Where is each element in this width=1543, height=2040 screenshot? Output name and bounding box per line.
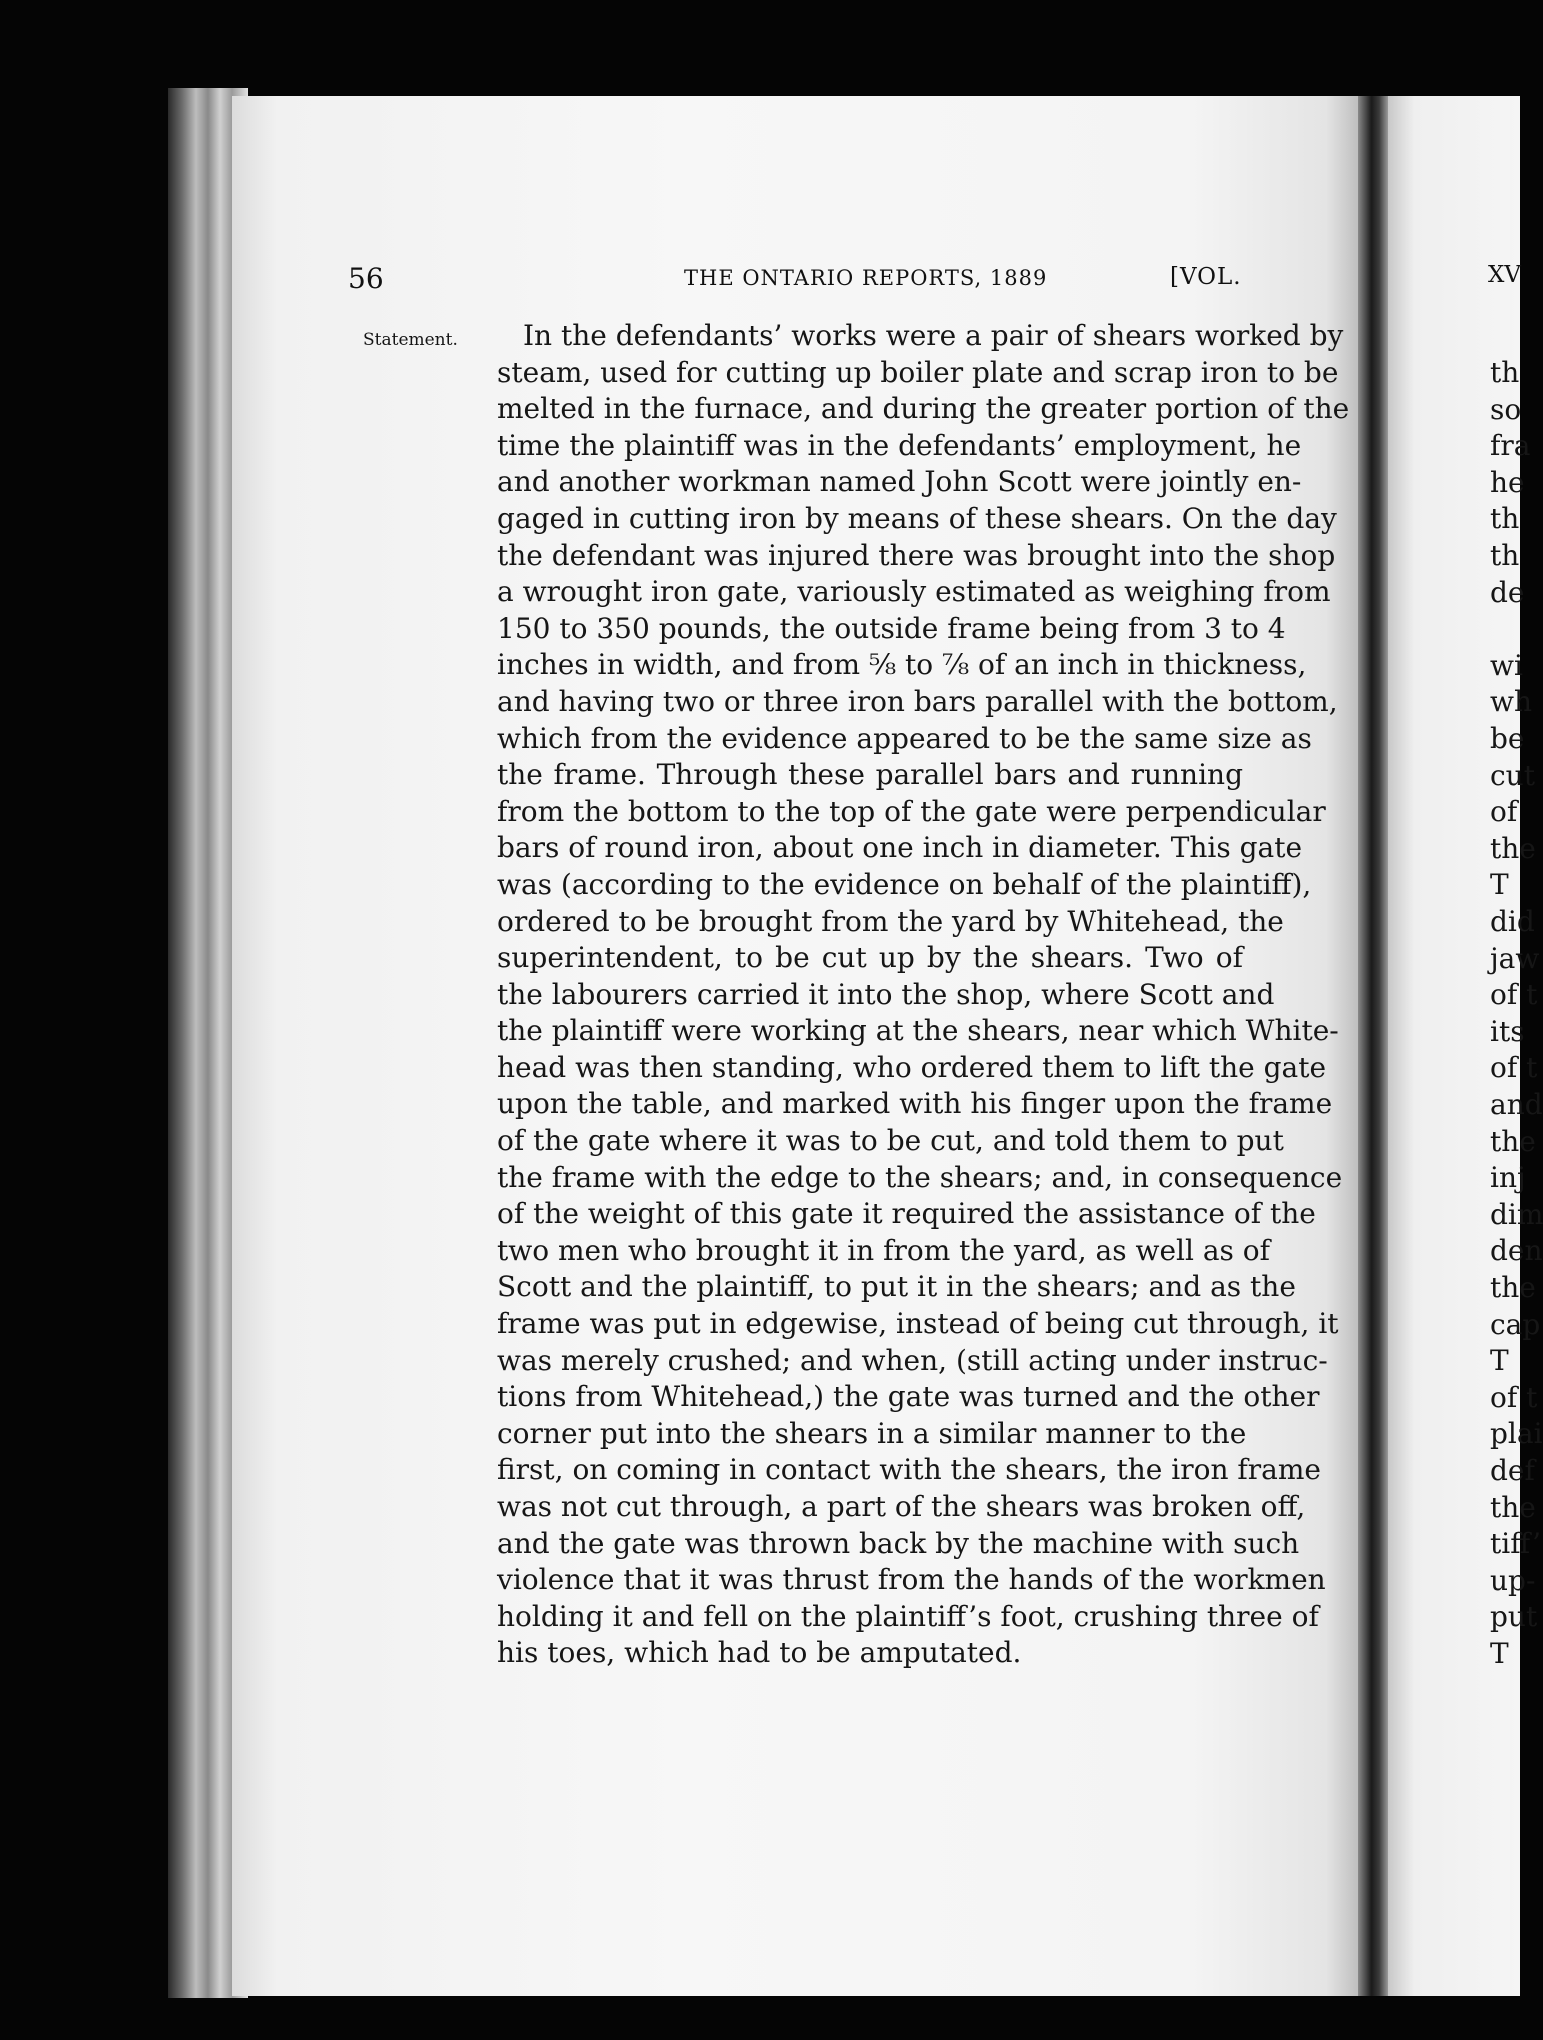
next-page-line-fragment: T	[1490, 868, 1509, 902]
text-line: from the bottom to the top of the gate were perpendicular	[497, 794, 1326, 828]
text-line: was not cut through, a part of the shears was broken off,	[497, 1490, 1306, 1523]
next-page-line-fragment: inj	[1490, 1161, 1526, 1195]
text-line: head was then standing, who ordered them to lift the gate	[497, 1050, 1327, 1084]
next-page-line-fragment: did	[1490, 905, 1535, 938]
next-page-line-fragment: up-	[1490, 1563, 1536, 1597]
next-page-line-fragment: cut	[1490, 758, 1535, 792]
text-line: time the plaintiff was in the defendants’ employment, he	[497, 428, 1302, 462]
text-line: his toes, which had to be amputated.	[497, 1636, 1022, 1670]
next-page-line-fragment: the	[1490, 831, 1536, 865]
next-page-line-fragment: the	[1490, 1490, 1536, 1524]
text-line: 150 to 350 pounds, the outside frame being from 3 to 4	[497, 611, 1286, 645]
next-page-line-fragment: wi	[1490, 648, 1523, 682]
next-page-line-fragment: and	[1490, 1088, 1543, 1121]
next-page-line-fragment: den	[1490, 1234, 1543, 1268]
next-page-line-fragment: wh	[1490, 685, 1532, 719]
text-line: the frame. Through these parallel bars and running	[497, 758, 1243, 792]
next-page-line-fragment: put	[1490, 1600, 1538, 1634]
text-line: was (according to the evidence on behalf of the plaintiff),	[497, 867, 1312, 901]
next-page-line-fragment: so	[1490, 392, 1522, 426]
next-page-line-fragment: cap	[1490, 1307, 1541, 1341]
text-line: which from the evidence appeared to be the same size as	[497, 721, 1312, 755]
text-line: and the gate was thrown back by the machine with such	[497, 1526, 1300, 1560]
text-line: a wrought iron gate, variously estimated as weighing from	[497, 575, 1331, 609]
next-page-line-fragment: def	[1490, 1454, 1535, 1487]
page-gutter	[1358, 96, 1388, 1996]
next-page-line-fragment: of t	[1490, 1051, 1538, 1085]
text-line: holding it and fell on the plaintiff’s foot, crushing three of	[497, 1599, 1319, 1633]
text-line: bars of round iron, about one inch in diameter. This gate	[497, 831, 1303, 865]
text-line: superintendent, to be cut up by the shears. Two of	[497, 941, 1243, 975]
text-line: upon the table, and marked with his finger upon the frame	[497, 1087, 1333, 1121]
text-line: first, on coming in contact with the shears, the iron frame	[497, 1453, 1321, 1487]
volume-label: [VOL.	[1170, 264, 1242, 290]
text-line: the frame with the edge to the shears; and, in consequence	[497, 1160, 1343, 1194]
next-page-line-fragment: T	[1490, 1637, 1509, 1670]
text-line: Scott and the plaintiff, to put it in the shears; and as the	[497, 1270, 1296, 1304]
next-page-edge	[1388, 96, 1543, 1996]
margin-note: Statement.	[363, 330, 458, 350]
text-line: ordered to be brought from the yard by Whitehead, the	[497, 904, 1284, 938]
next-page-line-fragment: of t	[1490, 978, 1538, 1012]
text-line: and having two or three iron bars parallel with the bottom,	[497, 684, 1338, 718]
next-page-line-fragment: de	[1490, 575, 1525, 609]
text-line: the defendant was injured there was brought into the shop	[497, 538, 1336, 572]
text-line: In the defendants’ works were a pair of shears worked by	[523, 319, 1344, 352]
text-line: two men who brought it in from the yard, as well as of	[497, 1233, 1271, 1267]
next-page-line-fragment: he	[1490, 465, 1525, 499]
next-page-line-fragment: th	[1490, 502, 1520, 536]
text-line: corner put into the shears in a similar manner to the	[497, 1416, 1247, 1450]
text-line: steam, used for cutting up boiler plate and scrap iron to be	[497, 355, 1339, 389]
next-page-line-fragment: tiff’	[1490, 1527, 1542, 1561]
page-number: 56	[348, 262, 384, 295]
text-line: of the weight of this gate it required the assistance of the	[497, 1197, 1316, 1231]
text-line: gaged in cutting iron by means of these shears. On the day	[497, 501, 1337, 535]
next-page-line-fragment: the	[1490, 1271, 1536, 1304]
next-page-line-fragment: th	[1490, 539, 1520, 572]
text-line: and another workman named John Scott were jointly en-	[497, 465, 1302, 499]
next-page-line-fragment: dim	[1490, 1197, 1543, 1231]
next-page-line-fragment: its	[1490, 1014, 1525, 1048]
next-page-header-fragment: XV	[1488, 262, 1521, 288]
text-line: melted in the furnace, and during the greater portion of the	[497, 392, 1350, 426]
text-line: was merely crushed; and when, (still acting under instruc-	[497, 1343, 1328, 1377]
body-paragraph	[497, 318, 1350, 1672]
next-page-line-fragment: the	[1490, 1124, 1536, 1158]
next-page-line-fragment: jaw	[1490, 941, 1540, 975]
running-header	[232, 262, 1360, 302]
text-line: inches in width, and from ⅝ to ⅞ of an inch in thickness,	[497, 648, 1307, 682]
text-line: frame was put in edgewise, instead of being cut through, it	[497, 1307, 1339, 1341]
text-line: of the gate where it was to be cut, and told them to put	[497, 1124, 1284, 1158]
text-line: the plaintiff were working at the shears, near which White-	[497, 1014, 1339, 1048]
next-page-line-fragment: be	[1490, 722, 1525, 755]
text-line: violence that it was thrust from the hands of the workmen	[497, 1563, 1326, 1597]
next-page-line-fragment: th	[1490, 356, 1520, 389]
next-page-line-fragment: plai	[1490, 1417, 1543, 1451]
next-page-line-fragment: of t	[1490, 1380, 1538, 1414]
next-page-line-fragment: T	[1490, 1344, 1509, 1378]
next-page-line-fragment: of	[1490, 795, 1518, 829]
text-line: tions from Whitehead,) the gate was turned and the other	[497, 1380, 1320, 1414]
next-page-line-fragment: fra	[1490, 429, 1531, 463]
journal-title: THE ONTARIO REPORTS, 1889	[684, 266, 1048, 290]
text-line: the labourers carried it into the shop, where Scott and	[497, 977, 1275, 1011]
